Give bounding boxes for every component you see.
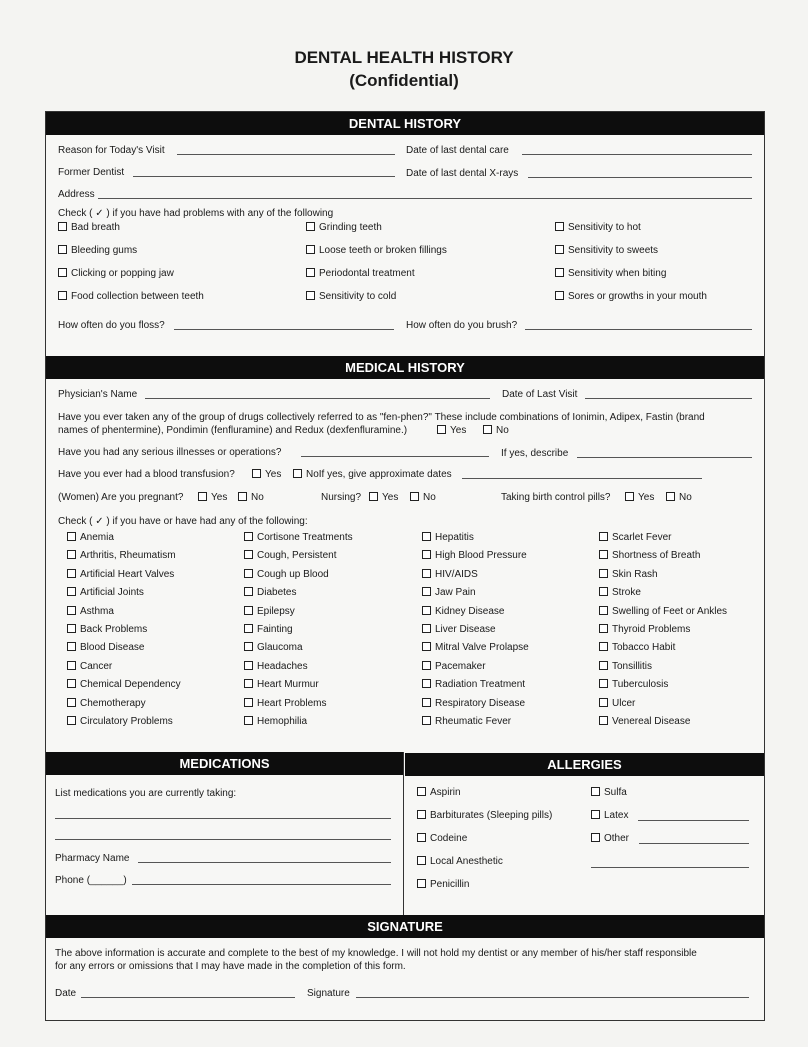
checkbox-icon[interactable] [244,698,253,707]
medical-condition-item[interactable]: Venereal Disease [599,716,690,728]
checkbox-icon[interactable] [422,532,431,541]
dental-problem-item[interactable]: Sensitivity to cold [306,291,396,303]
medical-condition-item[interactable]: Mitral Valve Prolapse [422,642,529,654]
medical-condition-item[interactable]: Pacemaker [422,661,486,673]
date-field[interactable] [81,997,295,998]
checkbox-icon[interactable] [422,698,431,707]
allergy-item[interactable]: Aspirin [417,787,461,799]
medical-condition-item[interactable]: Swelling of Feet or Ankles [599,606,727,618]
medical-condition-item[interactable]: Chemotherapy [67,698,146,710]
signature-label: Signature [307,988,350,999]
checkbox-icon[interactable] [422,606,431,615]
checkbox-icon[interactable] [591,810,600,819]
checkbox-icon[interactable] [417,810,426,819]
if-yes-label: If yes, describe [501,448,569,459]
health-history-form [45,111,765,1021]
medical-condition-item[interactable]: Cough up Blood [244,569,329,581]
checkbox-icon[interactable] [599,587,608,596]
medical-condition-item[interactable]: Stroke [599,587,641,599]
birth-control-question: Taking birth control pills? [501,492,611,503]
medication-line-2[interactable] [55,839,391,840]
allergy-item[interactable]: Barbiturates (Sleeping pills) [417,810,552,822]
checkbox-icon[interactable] [58,268,67,277]
medical-condition-item[interactable]: Hemophilia [244,716,307,728]
checkbox-icon[interactable] [625,492,634,501]
medical-condition-item[interactable]: Tobacco Habit [599,642,675,654]
medical-condition-item[interactable]: Headaches [244,661,308,673]
checkbox-icon[interactable] [244,679,253,688]
physician-field[interactable] [145,398,490,399]
checkbox-icon[interactable] [67,587,76,596]
medical-condition-item[interactable]: Blood Disease [67,642,144,654]
other-field-2[interactable] [591,867,749,868]
medical-condition-item[interactable]: Asthma [67,606,114,618]
medication-line-1[interactable] [55,818,391,819]
medical-condition-item[interactable]: Tuberculosis [599,679,668,691]
checkbox-icon[interactable] [422,642,431,651]
former-dentist-label: Former Dentist [58,167,125,178]
pregnant-no[interactable]: No [238,492,264,504]
pharmacy-label: Pharmacy Name [55,853,130,864]
checkbox-icon[interactable] [244,624,253,633]
other-field[interactable] [639,843,749,844]
checkbox-icon[interactable] [599,679,608,688]
latex-field[interactable] [638,820,749,821]
checkbox-icon[interactable] [67,661,76,670]
checkbox-icon[interactable] [599,661,608,670]
checkbox-icon[interactable] [244,606,253,615]
allergy-item[interactable]: Sulfa [591,787,627,799]
signature-header: SIGNATURE [46,915,764,938]
checkbox-icon[interactable] [67,569,76,578]
last-visit-label: Date of Last Visit [502,389,578,400]
checkbox-icon[interactable] [67,642,76,651]
section-divider [403,752,404,916]
last-care-label: Date of last dental care [406,145,509,156]
checkbox-icon[interactable] [417,856,426,865]
medical-condition-item[interactable]: Thyroid Problems [599,624,690,636]
checkbox-icon[interactable] [67,606,76,615]
brush-label: How often do you brush? [406,320,518,331]
checkbox-icon[interactable] [599,569,608,578]
checkbox-icon[interactable] [244,532,253,541]
medical-condition-item[interactable]: Cough, Persistent [244,550,337,562]
pharmacy-field[interactable] [138,862,391,863]
checkbox-icon[interactable] [599,550,608,559]
physician-label: Physician's Name [58,389,138,400]
medications-header: MEDICATIONS [46,752,403,775]
fenphen-question: Have you ever taken any of the group of drugs collectively referred to as "fen-phen?" These include combinations of Ionimin, Adipex, Fastin (brand [58,412,705,423]
checkbox-icon[interactable] [244,569,253,578]
birth-control-yes[interactable]: Yes [625,492,654,504]
medical-check-intro: Check ( ✓ ) if you have or have had any of the following: [58,516,308,527]
checkbox-icon[interactable] [369,492,378,501]
checkbox-icon[interactable] [58,222,67,231]
checkbox-icon[interactable] [417,879,426,888]
checkbox-icon[interactable] [599,532,608,541]
dental-problem-item[interactable]: Periodontal treatment [306,268,415,280]
checkbox-icon[interactable] [599,716,608,725]
checkbox-icon[interactable] [67,532,76,541]
checkbox-icon[interactable] [422,624,431,633]
checkbox-icon[interactable] [306,222,315,231]
checkbox-icon[interactable] [422,661,431,670]
checkbox-icon[interactable] [422,587,431,596]
medical-condition-item[interactable]: Epilepsy [244,606,295,618]
checkbox-icon[interactable] [417,787,426,796]
phone-field[interactable] [132,884,391,885]
dental-problem-item[interactable]: Grinding teeth [306,222,382,234]
checkbox-icon[interactable] [422,716,431,725]
dental-problem-item[interactable]: Bleeding gums [58,245,137,257]
checkbox-icon[interactable] [599,606,608,615]
illness-describe-field[interactable] [577,457,752,458]
medical-condition-item[interactable]: Shortness of Breath [599,550,700,562]
checkbox-icon[interactable] [591,787,600,796]
transfusion-yes[interactable]: Yes [252,469,281,481]
checkbox-icon[interactable] [422,550,431,559]
medical-condition-item[interactable]: Rheumatic Fever [422,716,511,728]
medical-condition-item[interactable]: Radiation Treatment [422,679,525,691]
medical-condition-item[interactable]: Respiratory Disease [422,698,525,710]
medical-condition-item[interactable]: Scarlet Fever [599,532,671,544]
dental-problem-item[interactable]: Bad breath [58,222,120,234]
medical-condition-item[interactable]: Diabetes [244,587,296,599]
medical-condition-item[interactable]: Back Problems [67,624,147,636]
allergy-item[interactable]: Codeine [417,833,467,845]
allergy-item[interactable]: Local Anesthetic [417,856,503,868]
medical-condition-item[interactable]: Cortisone Treatments [244,532,353,544]
dental-problem-item[interactable]: Clicking or popping jaw [58,268,174,280]
form-title: DENTAL HEALTH HISTORY [294,48,514,67]
medical-condition-item[interactable]: Chemical Dependency [67,679,181,691]
nursing-yes[interactable]: Yes [369,492,398,504]
checkbox-icon[interactable] [244,716,253,725]
address-label: Address [58,189,95,200]
checkbox-icon[interactable] [422,679,431,688]
form-subtitle: (Confidential) [349,71,459,90]
address-field[interactable] [98,198,752,199]
checkbox-icon[interactable] [293,469,302,478]
medical-condition-item[interactable]: Tonsillitis [599,661,652,673]
checkbox-icon[interactable] [410,492,419,501]
medical-condition-item[interactable]: Circulatory Problems [67,716,173,728]
checkbox-icon[interactable] [599,642,608,651]
checkbox-icon[interactable] [599,698,608,707]
phone-label: Phone (______) [55,875,127,886]
checkbox-icon[interactable] [244,550,253,559]
checkbox-icon[interactable] [244,587,253,596]
checkbox-icon[interactable] [555,268,564,277]
medical-condition-item[interactable]: Liver Disease [422,624,496,636]
dental-problem-item[interactable]: Sensitivity when biting [555,268,666,280]
transfusion-question: Have you ever had a blood transfusion? [58,469,235,480]
dental-check-intro: Check ( ✓ ) if you have had problems with any of the following [58,208,334,219]
checkbox-icon[interactable] [599,624,608,633]
medical-condition-item[interactable]: Kidney Disease [422,606,504,618]
checkbox-icon[interactable] [198,492,207,501]
medical-condition-item[interactable]: Heart Problems [244,698,326,710]
reason-field[interactable] [177,154,395,155]
medical-condition-item[interactable]: Fainting [244,624,293,636]
pregnant-yes[interactable]: Yes [198,492,227,504]
checkbox-icon[interactable] [244,661,253,670]
last-visit-field[interactable] [585,398,752,399]
fenphen-question-cont: names of phentermine), Pondimin (fenfluramine) and Redux (dexfenfluramine.) [58,425,408,436]
illness-question: Have you had any serious illnesses or operations? [58,447,282,458]
last-xrays-field[interactable] [528,177,752,178]
dental-problem-item[interactable]: Sores or growths in your mouth [555,291,707,303]
signature-statement: The above information is accurate and complete to the best of my knowledge. I will not hold my dentist or any member of his/her staff responsible [55,948,697,959]
transfusion-dates-field[interactable] [462,478,702,479]
signature-statement-cont: for any errors or omissions that I may have made in the completion of this form. [55,961,406,972]
checkbox-icon[interactable] [306,291,315,300]
checkbox-icon[interactable] [555,222,564,231]
dental-problem-item[interactable]: Sensitivity to sweets [555,245,658,257]
checkbox-icon[interactable] [417,833,426,842]
fenphen-yes[interactable]: Yes [437,425,466,437]
medical-condition-item[interactable]: Hepatitis [422,532,474,544]
reason-label: Reason for Today's Visit [58,145,165,156]
transfusion-no[interactable]: NoIf yes, give approximate dates [293,469,452,481]
checkbox-icon[interactable] [67,550,76,559]
medical-condition-item[interactable]: HIV/AIDS [422,569,478,581]
checkbox-icon[interactable] [252,469,261,478]
brush-field[interactable] [525,329,752,330]
allergy-item[interactable]: Penicillin [417,879,469,891]
medical-condition-item[interactable]: High Blood Pressure [422,550,527,562]
nursing-no[interactable]: No [410,492,436,504]
dental-problem-item[interactable]: Sensitivity to hot [555,222,641,234]
medical-condition-item[interactable]: Artificial Joints [67,587,144,599]
last-xrays-label: Date of last dental X-rays [406,168,519,179]
checkbox-icon[interactable] [58,291,67,300]
checkbox-icon[interactable] [67,716,76,725]
checkbox-icon[interactable] [591,833,600,842]
medical-condition-item[interactable]: Cancer [67,661,112,673]
medical-condition-item[interactable]: Skin Rash [599,569,658,581]
medical-history-header: MEDICAL HISTORY [46,356,764,379]
checkbox-icon[interactable] [306,268,315,277]
checkbox-icon[interactable] [422,569,431,578]
checkbox-icon[interactable] [67,624,76,633]
checkbox-icon[interactable] [555,291,564,300]
allergies-header: ALLERGIES [405,753,764,776]
checkbox-icon[interactable] [555,245,564,254]
pregnant-question: (Women) Are you pregnant? [58,492,184,503]
nursing-question: Nursing? [321,492,362,503]
checkbox-icon[interactable] [238,492,247,501]
dental-problem-item[interactable]: Loose teeth or broken fillings [306,245,447,257]
dental-history-header: DENTAL HISTORY [46,112,764,135]
allergy-item[interactable]: Other [591,833,629,845]
signature-field[interactable] [356,997,749,998]
checkbox-icon[interactable] [306,245,315,254]
checkbox-icon[interactable] [244,642,253,651]
checkbox-icon[interactable] [666,492,675,501]
medical-condition-item[interactable]: Artificial Heart Valves [67,569,174,581]
fenphen-no[interactable]: No [483,425,509,437]
medications-list-label: List medications you are currently taking: [55,788,237,799]
dental-problem-item[interactable]: Food collection between teeth [58,291,204,303]
checkbox-icon[interactable] [483,425,492,434]
medical-condition-item[interactable]: Glaucoma [244,642,303,654]
former-dentist-field[interactable] [133,176,395,177]
medical-condition-item[interactable]: Jaw Pain [422,587,476,599]
medical-condition-item[interactable]: Arthritis, Rheumatism [67,550,176,562]
medical-condition-item[interactable]: Ulcer [599,698,635,710]
floss-field[interactable] [174,329,394,330]
checkbox-icon[interactable] [58,245,67,254]
medical-condition-item[interactable]: Heart Murmur [244,679,319,691]
checkbox-icon[interactable] [437,425,446,434]
illness-field[interactable] [301,456,489,457]
checkbox-icon[interactable] [67,698,76,707]
floss-label: How often do you floss? [58,320,165,331]
medical-condition-item[interactable]: Anemia [67,532,114,544]
birth-control-no[interactable]: No [666,492,692,504]
checkbox-icon[interactable] [67,679,76,688]
date-label: Date [55,988,77,999]
allergy-item[interactable]: Latex [591,810,628,822]
last-care-field[interactable] [522,154,752,155]
